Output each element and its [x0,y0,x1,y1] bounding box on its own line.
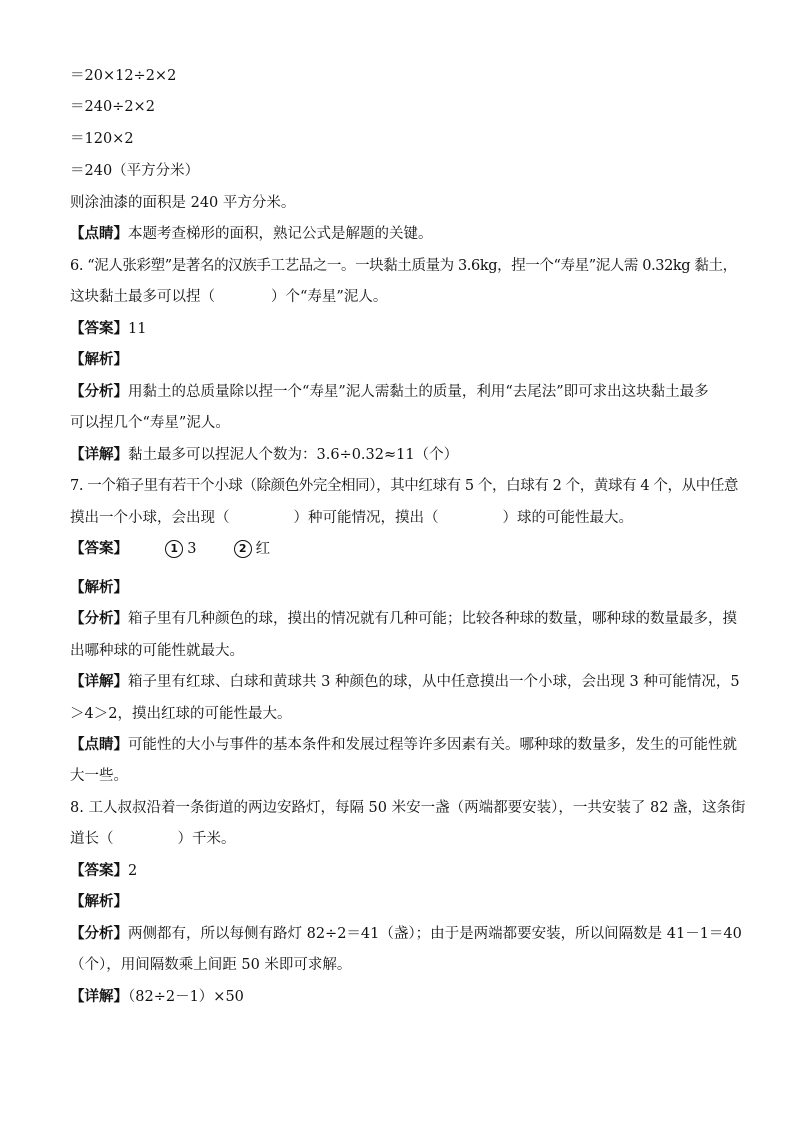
q8-answer [70,861,734,881]
q8-fenxi-line-2: （个），用间隔数乘上间距 50 米即可求解。 [70,957,352,973]
calc-conclusion: 则涂油漆的面积是 240 平方分米。 [70,195,296,211]
q7-stem-line-1: 7. 一个箱子里有若干个小球（除颜色外完全相同），其中红球有 5 个，白球有 2 个，黄球有 4 个，从中任意 [70,478,739,494]
calc-line-1: ＝20×12÷2×2 [70,68,177,84]
q7-stem-line-2 [70,508,734,528]
q7-fenxi-line-1 [70,609,737,629]
q7-fenxi-line-2: 出哪种球的可能性就最大。 [70,643,244,659]
q7-fenxi-text-1: 箱子里有几种颜色的球，摸出的情况就有几种可能；比较各种球的数量，哪种球的数量最多，摸 [128,611,737,627]
q7-detail-tag: 【详解】 [70,674,128,690]
q7-analysis-tag: 【解析】 [70,580,128,596]
q8-stem-line-1: 8. 工人叔叔沿着一条街道的两边安路灯，每隔 50 米安一盏（两端都要安装），一共安装了 82 盏，这条街 [70,800,746,816]
q8-fenxi-line-1 [70,924,742,944]
q6-fenxi-text-1: 用黏土的总质量除以捏一个“寿星”泥人需黏土的质量，利用“去尾法”即可求出这块黏土最多 [128,384,709,400]
q7-detail-line-1 [70,672,740,692]
q8-answer-tag: 【答案】 [70,863,128,879]
q7-stem-text-b: ）种可能情况，摸出（ [293,510,439,526]
q7-stem-text-c: ）球的可能性最大。 [502,510,633,526]
q8-stem-text-b: ）千米。 [177,831,236,847]
dianjing-tag: 【点睛】 [70,226,128,242]
q8-fenxi-text-1: 两侧都有，所以每侧有路灯 82÷2＝41（盏）；由于是两端都要安装，所以间隔数是 41－1＝40 [128,926,742,942]
q7-dianjing-tag: 【点睛】 [70,737,128,753]
q6-answer-value: 11 [128,321,147,337]
q6-fenxi-line-1 [70,382,734,402]
q6-stem-line-2 [70,287,734,307]
q7-dianjing-line-2: 大一些。 [70,768,128,784]
q8-detail-text: （82÷2－1）×50 [128,989,244,1005]
q6-fenxi-line-2: 可以捏几个“寿星”泥人。 [70,415,230,431]
q8-stem-line-2 [70,829,734,849]
q7-answer [70,539,734,559]
q6-answer [70,319,734,339]
calc-line-3: ＝120×2 [70,131,134,147]
q8-detail [70,987,734,1007]
circled-number-1: 1 [165,540,183,558]
q6-stem-text-a: 这块黏土最多可以捏（ [70,289,215,305]
q7-dianjing-text-1: 可能性的大小与事件的基本条件和发展过程等许多因素有关。哪种球的数量多，发生的可能性就 [128,737,737,753]
dianjing-text: 本题考查梯形的面积，熟记公式是解题的关键。 [128,226,433,242]
q7-dianjing-line-1 [70,735,737,755]
q6-detail-tag: 【详解】 [70,447,128,463]
q6-fenxi-tag: 【分析】 [70,384,128,400]
q7-answer-tag: 【答案】 [70,541,128,557]
q7-answer-1: 3 [187,541,197,557]
q6-stem-text-b: ）个“寿星”泥人。 [271,289,388,305]
q8-stem-text-a: 道长（ [70,831,114,847]
q7-detail-line-2: ＞4＞2，摸出红球的可能性最大。 [70,706,292,722]
circled-number-2: 2 [234,540,252,558]
q7-fenxi-tag: 【分析】 [70,611,128,627]
q6-answer-tag: 【答案】 [70,321,128,337]
calc-line-2: ＝240÷2×2 [70,99,155,115]
q6-analysis-tag: 【解析】 [70,352,128,368]
q7-detail-text-1: 箱子里有红球、白球和黄球共 3 种颜色的球，从中任意摸出一个小球，会出现 3 种可能情况，5 [128,674,740,690]
calc-line-4: ＝240（平方分米） [70,163,200,179]
q7-answer-2: 红 [255,541,271,557]
q8-analysis-tag: 【解析】 [70,894,128,910]
q8-fenxi-tag: 【分析】 [70,926,128,942]
q8-detail-tag: 【详解】 [70,989,128,1005]
dianjing-paragraph [70,224,734,244]
q6-detail-text: 黏土最多可以捏泥人个数为：3.6÷0.32≈11（个） [128,447,459,463]
q7-stem-text-a: 摸出一个小球，会出现（ [70,510,230,526]
q6-detail [70,445,734,465]
q8-answer-value: 2 [128,863,138,879]
q6-stem-line-1: 6. “泥人张彩塑”是著名的汉族手工艺品之一。一块黏土质量为 3.6kg，捏一个“寿星”泥人需 0.32kg 黏土， [70,258,737,274]
